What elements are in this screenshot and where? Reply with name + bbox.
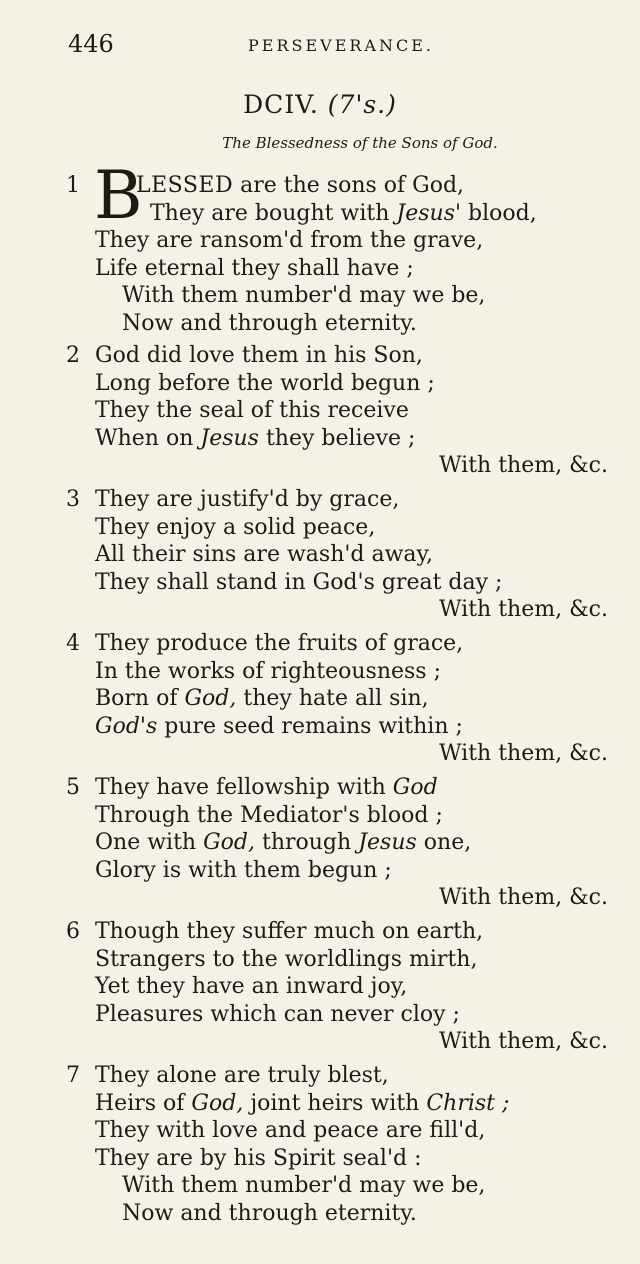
line-text: God, xyxy=(203,830,255,855)
line-text: They shall stand in God's great day ; xyxy=(95,569,503,595)
hymn-line xyxy=(95,1001,460,1029)
line-text: Born of xyxy=(95,686,185,711)
line-text: With them, &c. xyxy=(438,741,608,766)
line-text: they hate all sin, xyxy=(236,686,429,711)
line-text: They alone are truly blest, xyxy=(95,1063,389,1088)
hymn-line xyxy=(150,200,537,228)
line-text: They have fellowship with xyxy=(95,775,393,800)
hymn-meter: (7's.) xyxy=(327,90,397,119)
line-text: Jesus xyxy=(358,830,417,855)
line-text: With them, &c. xyxy=(438,597,608,622)
line-text: They with love and peace are fill'd, xyxy=(95,1118,486,1143)
line-text: Pleasures which can never cloy ; xyxy=(95,1001,460,1027)
line-text: One with xyxy=(95,830,204,855)
line-text: They enjoy a solid peace, xyxy=(95,514,376,540)
stanza-number: 6 xyxy=(66,919,80,944)
hymn-line xyxy=(439,596,608,624)
hymn-line xyxy=(95,397,409,425)
hymn-line xyxy=(95,342,423,370)
stanza-number: 1 xyxy=(66,173,80,198)
hymn-subtitle: The Blessedness of the Sons of God. xyxy=(222,134,498,152)
hymn-line xyxy=(95,774,438,802)
stanza-number: 5 xyxy=(66,775,80,800)
line-text: Christ ; xyxy=(426,1090,510,1116)
line-text: God's xyxy=(95,713,158,739)
hymn-line xyxy=(439,452,608,480)
hymn-line xyxy=(95,425,415,453)
line-text: When on xyxy=(95,425,201,451)
hymn-line xyxy=(95,227,483,255)
line-text: They produce the fruits of grace, xyxy=(95,631,464,656)
line-text: through xyxy=(255,830,359,855)
line-text: They are justify'd by grace, xyxy=(95,487,400,512)
hymn-line xyxy=(95,1090,509,1118)
line-text: Glory is with them begun ; xyxy=(95,857,392,883)
line-text: Jesus' xyxy=(396,200,462,226)
line-text: blood, xyxy=(461,200,537,226)
hymn-line xyxy=(95,486,399,514)
line-text: God did love them in his Son, xyxy=(95,343,423,368)
hymn-line xyxy=(95,514,375,542)
line-text: LESSED xyxy=(136,173,234,198)
line-text: They are bought with xyxy=(150,200,397,226)
line-text: All their sins are wash'd away, xyxy=(95,542,434,567)
line-text: God, xyxy=(184,686,237,711)
hymn-line xyxy=(95,918,483,946)
hymn-line xyxy=(95,1145,422,1173)
hymn-line xyxy=(95,713,463,741)
hymn-line xyxy=(122,1200,417,1228)
line-text: With them number'd may we be, xyxy=(122,283,486,308)
hymn-line xyxy=(95,829,471,857)
line-text: God, xyxy=(191,1090,244,1116)
line-text: Strangers to the worldlings mirth, xyxy=(95,946,478,972)
page-header xyxy=(0,30,640,60)
line-text: In the works of righteousness ; xyxy=(95,658,442,684)
hymn-line xyxy=(95,658,441,686)
line-text: Life eternal they shall have ; xyxy=(95,255,414,281)
running-title: PERSEVERANCE. xyxy=(248,36,434,55)
line-text: Through the Mediator's blood ; xyxy=(95,802,443,828)
line-text: they believe ; xyxy=(258,425,416,451)
hymn-line xyxy=(95,685,429,713)
hymn-line xyxy=(95,802,443,830)
hymn-line xyxy=(122,310,417,338)
line-text: Now and through eternity. xyxy=(122,310,417,336)
hymn-line xyxy=(122,1172,485,1200)
hymn-number-roman: DCIV. xyxy=(243,90,319,119)
stanza-number: 4 xyxy=(66,631,80,656)
line-text: Yet they have an inward joy, xyxy=(95,974,408,999)
stanza-number: 2 xyxy=(66,343,80,368)
line-text: Jesus xyxy=(200,425,259,451)
hymn-line xyxy=(439,884,608,912)
line-text: They are ransom'd from the grave, xyxy=(95,228,484,253)
line-text: joint heirs with xyxy=(243,1090,427,1116)
line-text: pure seed remains within ; xyxy=(157,713,463,739)
line-text: With them number'd may we be, xyxy=(122,1173,486,1198)
line-text: God xyxy=(392,775,438,800)
line-text: They the seal of this receive xyxy=(95,398,409,423)
hymn-line xyxy=(95,541,433,569)
line-text: one, xyxy=(416,830,472,855)
line-text: Heirs of xyxy=(95,1090,192,1116)
hymn-line xyxy=(95,569,502,597)
line-text: Though they suffer much on earth, xyxy=(95,919,484,944)
hymn-line xyxy=(136,172,464,200)
hymn-line xyxy=(95,255,414,283)
hymn-number xyxy=(0,90,640,119)
hymn-line xyxy=(95,1062,389,1090)
stanza-number: 7 xyxy=(66,1063,80,1088)
line-text: are the sons of God, xyxy=(233,173,465,198)
hymn-line xyxy=(95,973,407,1001)
hymn-line xyxy=(439,1028,608,1056)
drop-cap: B xyxy=(94,157,143,234)
line-text: Now and through eternity. xyxy=(122,1200,417,1226)
hymn-line xyxy=(95,1117,485,1145)
hymn-line xyxy=(95,630,463,658)
page-number: 446 xyxy=(68,30,114,58)
line-text: Long before the world begun ; xyxy=(95,370,435,396)
stanza-number: 3 xyxy=(66,487,80,512)
line-text: They are by his Spirit seal'd : xyxy=(95,1145,422,1171)
hymn-line xyxy=(95,946,477,974)
hymn-line xyxy=(95,370,435,398)
hymn-line xyxy=(122,282,485,310)
hymn-line xyxy=(95,857,392,885)
line-text: With them, &c. xyxy=(438,1029,608,1054)
line-text: With them, &c. xyxy=(438,453,608,478)
line-text: With them, &c. xyxy=(438,885,608,910)
hymn-line xyxy=(439,740,608,768)
